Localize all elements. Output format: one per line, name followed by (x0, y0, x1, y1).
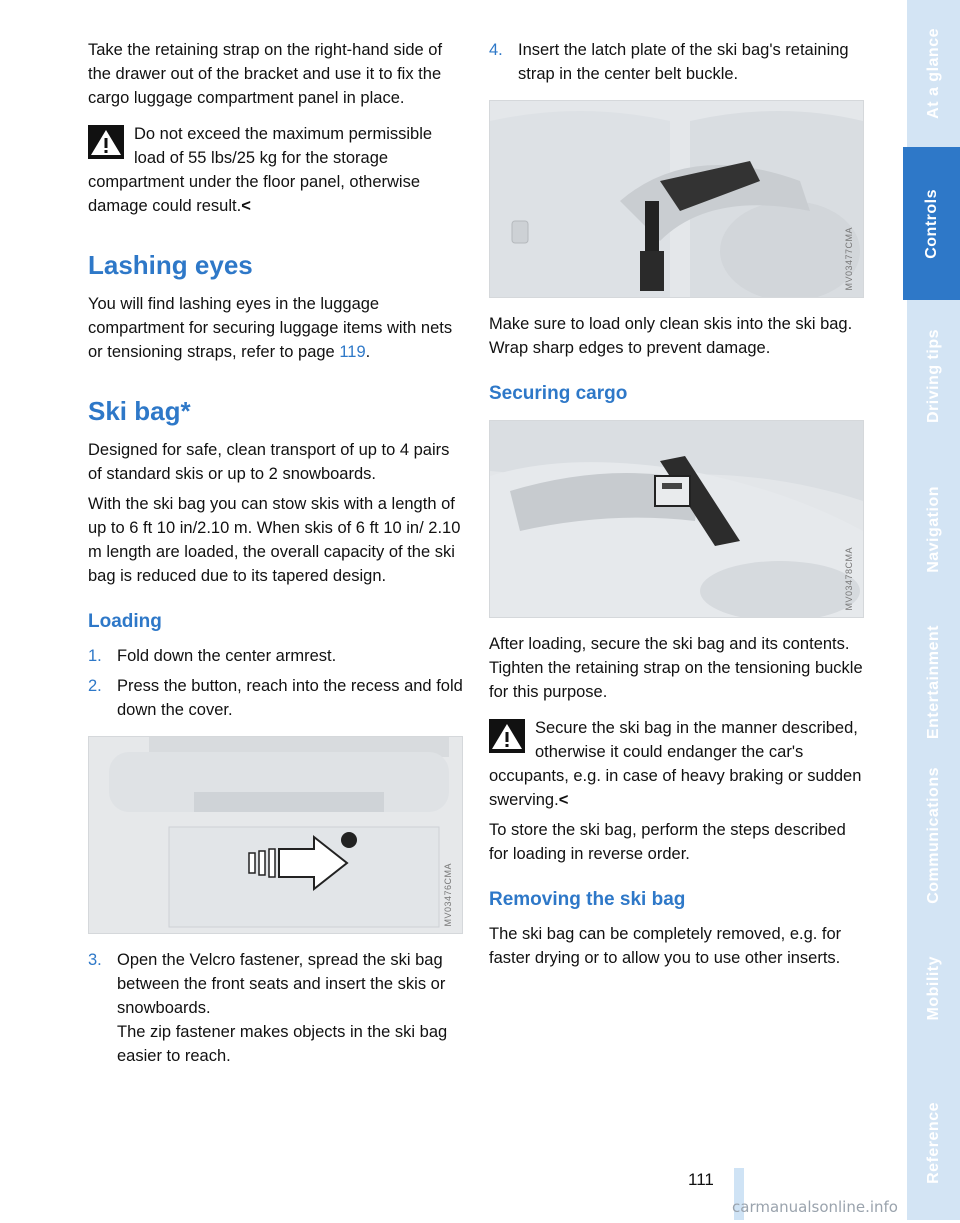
tab-navigation[interactable]: Navigation (907, 453, 960, 609)
heading-loading: Loading (88, 611, 162, 632)
right-column (489, 38, 865, 976)
tab-entertainment[interactable]: Entertainment (907, 606, 960, 762)
step-item: 2. Press the button, reach into the recess and fold down the cover. (88, 677, 463, 719)
ski-bag-paragraph-1: Designed for safe, clean transport of up to 4 pairs of standard skis or up to 2 snowboards. (88, 441, 450, 483)
tab-controls[interactable]: Controls (903, 147, 960, 303)
intro-paragraph: Take the retaining strap on the right-hand side of the drawer out of the bracket and use it to fix the cargo luggage compartment panel in place. (88, 41, 443, 107)
watermark: carmanualsonline.info (732, 1198, 898, 1216)
heading-securing-cargo: Securing cargo (489, 383, 628, 404)
end-mark: < (558, 791, 569, 809)
page-reference-link[interactable]: 119 (339, 343, 366, 361)
tab-reference[interactable]: Reference (907, 1065, 960, 1223)
figure-code: MV03477CMA (844, 227, 854, 291)
left-column (88, 38, 464, 1074)
warning-text: Do not exceed the maximum permissible load of 55 lbs/25 kg for the storage compartment under the floor panel, otherwise damage could result. (88, 125, 433, 215)
warning-triangle-icon (489, 719, 525, 753)
loading-steps-right (489, 38, 865, 86)
loading-steps (88, 644, 464, 722)
securing-strap-illustration (490, 421, 863, 617)
figure-code: MV03476CMA (443, 863, 453, 927)
removing-paragraph: The ski bag can be completely removed, e.g. for faster drying or to allow you to use other inserts. (489, 925, 842, 967)
tab-communications[interactable]: Communications (907, 759, 960, 915)
figure-belt-buckle (489, 100, 864, 298)
belt-buckle-illustration (490, 101, 863, 297)
page-number: 111 (688, 1170, 714, 1189)
step-item: 1. Fold down the center armrest. (88, 647, 337, 665)
store-paragraph: To store the ski bag, perform the steps described for loading in reverse order. (489, 821, 846, 863)
armrest-illustration (89, 737, 462, 933)
figure-armrest-button (88, 736, 463, 934)
warning-triangle-icon (88, 125, 124, 159)
loading-steps-continued (88, 948, 464, 1068)
heading-ski-bag: Ski bag* (88, 396, 191, 426)
tab-mobility[interactable]: Mobility (907, 912, 960, 1068)
end-mark: < (241, 197, 251, 215)
warning-text: Secure the ski bag in the manner described, otherwise it could endanger the car's occupants, e.g. in case of heavy braking or sudden swerving. (489, 719, 862, 809)
chapter-sidebar (907, 0, 960, 1220)
heading-lashing-eyes: Lashing eyes (88, 250, 253, 280)
step-item: 4. Insert the latch plate of the ski bag's retaining strap in the center belt buckle. (489, 41, 849, 83)
figure-code: MV03478CMA (844, 547, 854, 611)
lashing-paragraph: You will find lashing eyes in the luggage compartment for securing luggage items with nets or tensioning straps, refer to page 119. (88, 295, 453, 361)
figure-securing-strap (489, 420, 864, 618)
tab-at-a-glance[interactable]: At a glance (907, 0, 960, 150)
warning-load-limit (88, 122, 464, 218)
step-item: 3. Open the Velcro fastener, spread the ski bag between the front seats and insert the skis or snowboards. The zip fastener makes objects in the ski bag easier to reach. (88, 948, 464, 1068)
heading-removing-ski-bag: Removing the ski bag (489, 889, 686, 910)
step-subtext: The zip fastener makes objects in the ski bag easier to reach. (117, 1023, 448, 1065)
tab-driving-tips[interactable]: Driving tips (907, 300, 960, 456)
warning-secure-bag (489, 716, 865, 812)
after-loading-paragraph: After loading, secure the ski bag and its contents. Tighten the retaining strap on the tensioning buckle for this purpose. (489, 635, 863, 701)
clean-skis-paragraph: Make sure to load only clean skis into the ski bag. Wrap sharp edges to prevent damage. (489, 315, 853, 357)
ski-bag-paragraph-2: With the ski bag you can stow skis with a length of up to 6 ft 10 in/2.10 m. When skis of 6 ft 10 in/ 2.10 m length are loaded, the overall capacity of the ski bag is reduced due to its tapered design. (88, 495, 461, 585)
